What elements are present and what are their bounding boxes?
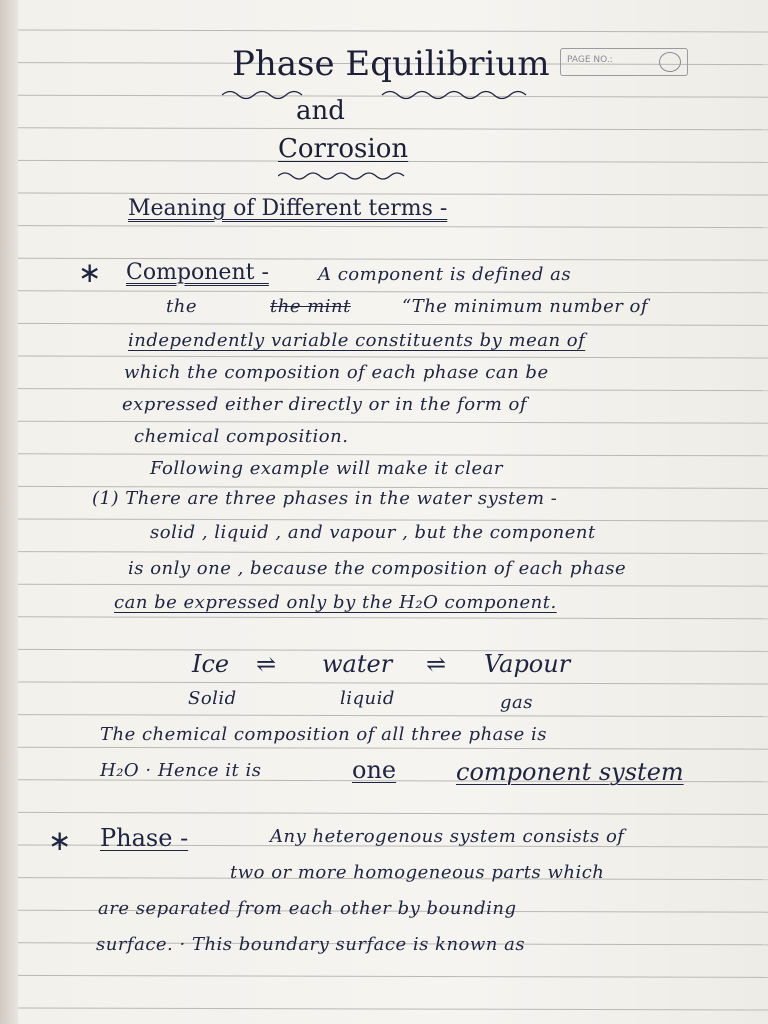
equation-arrow-2: ⇌ [426,650,447,678]
component-line-6: chemical composition. [134,426,349,447]
page-title: Phase Equilibrium [232,44,550,84]
ruled-line [18,715,768,717]
phase-label: Phase - [100,824,189,852]
page-number-box [560,48,688,76]
equation-water: water [322,650,393,678]
bullet-star-icon: ∗ [48,824,72,857]
equation-vapour: Vapour [484,650,571,678]
component-line-5: expressed either directly or in the form of [122,394,527,415]
title-and: and [296,96,345,126]
ruled-line [18,454,768,456]
ruled-line [18,584,768,586]
ruled-line [18,193,768,195]
phase-line-2: two or more homogeneous parts which [230,862,605,883]
component-line-4: which the composition of each phase can be [124,362,549,383]
ruled-line [18,226,768,228]
ruled-line [18,128,768,130]
ruled-line [18,356,768,358]
equation-arrow-1: ⇌ [256,650,277,678]
conclusion-one: one [352,756,397,784]
component-line-7: Following example will make it clear [150,458,503,479]
title-underline-squiggle [222,88,542,102]
component-line-1: A component is defined as [318,264,572,285]
section-heading: Meaning of Different terms - [128,196,448,221]
component-line-10: is only one , because the composition of each phase [128,558,627,579]
ruled-line [18,682,768,684]
phase-line-1: Any heterogenous system consists of [270,826,625,847]
ruled-line [18,291,768,293]
ruled-line [18,649,768,651]
conclusion-line-1: The chemical composition of all three phase is [100,724,547,745]
component-line-11: can be expressed only by the H₂O component. [114,592,557,613]
ruled-line [18,389,768,391]
bullet-star-icon: ∗ [78,256,102,289]
component-line-8: (1) There are three phases in the water system - [92,488,558,509]
ruled-line [18,323,768,325]
component-label: Component - [126,260,269,285]
ruled-line [18,552,768,554]
ruled-line [18,975,768,977]
ruled-line [18,519,768,521]
component-line-3: independently variable constituents by mean of [128,330,586,351]
conclusion-line-2: H₂O · Hence it is [100,760,262,781]
ruled-line [18,1008,768,1010]
state-gas: gas [500,692,533,713]
equation-ice: Ice [192,650,230,678]
conclusion-component-system: component system [456,758,684,786]
state-liquid: liquid [340,688,395,709]
component-struck-words: the mint [270,296,351,317]
notebook-logo-icon [659,52,681,72]
ruled-line [18,747,768,749]
state-solid: Solid [188,688,237,709]
phase-line-4: surface. · This boundary surface is known as [96,934,526,955]
component-line-2: “The minimum number of [402,296,649,317]
corrosion-underline-squiggle [278,170,418,182]
title-corrosion: Corrosion [278,134,409,164]
page-number-label: PAGE NO.: [567,55,613,65]
component-the: the [166,296,197,317]
ruled-line [18,30,768,32]
component-line-9: solid , liquid , and vapour , but the component [150,522,596,543]
ruled-line [18,812,768,814]
ruled-line [18,421,768,423]
ruled-line [18,617,768,619]
phase-line-3: are separated from each other by bounding [98,898,517,919]
